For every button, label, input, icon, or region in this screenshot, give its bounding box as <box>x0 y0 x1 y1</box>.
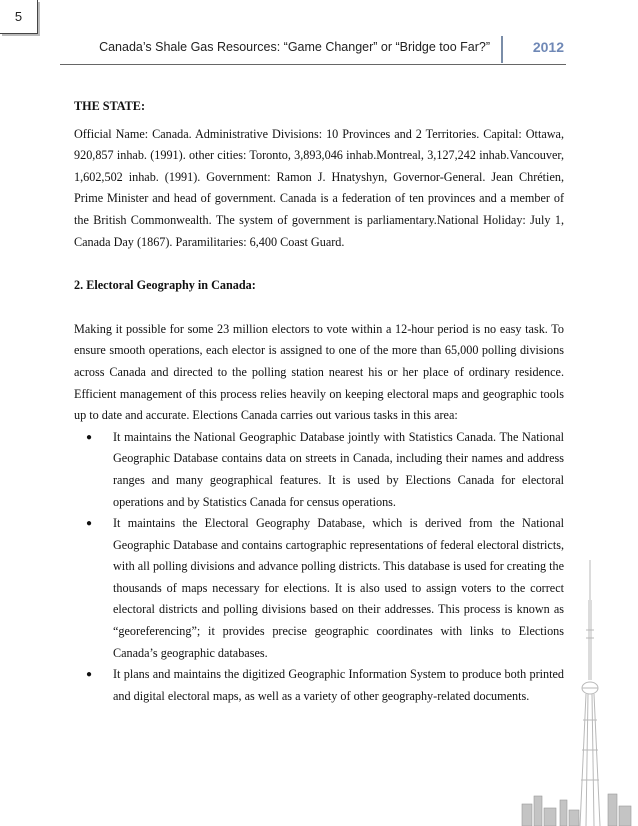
skyline-watermark-icon <box>520 790 638 826</box>
page-number-box <box>0 0 38 34</box>
list-item <box>74 664 564 707</box>
page-header <box>60 36 566 65</box>
bullet-icon: ● <box>86 431 93 443</box>
list-item-text: It maintains the Electoral Geography Database, which is derived from the National Geographic Database and contains cartographic representations of federal electoral districts, with all polling divisions and advance polling districts. This database is used for creating the thousands of maps necessary for elections. It is also used to assign voters to the correct electoral districts and polling divisions based on their addresses. This process is known as “georeferencing”; it provides precise geographic coordinates with links to Elections Canada’s geographic databases. <box>113 516 564 660</box>
section-heading-electoral-geography: 2. Electoral Geography in Canada: <box>74 278 256 293</box>
bullet-icon: ● <box>86 669 93 681</box>
document-body <box>74 96 564 707</box>
electoral-intro-paragraph: Making it possible for some 23 million electors to vote within a 12-hour period is no easy task. To ensure smooth operations, each elector is assigned to one of the more than 65,000 polling divisions across Canada and directed to the polling station nearest his or her place of ordinary residence. Efficient management of this process relies heavily on keeping electoral maps and geographic tools up to date and accurate. Elections Canada carries out various tasks in this area: <box>74 321 564 423</box>
header-title: Canada’s Shale Gas Resources: “Game Changer” or “Bridge too Far?” <box>99 40 490 54</box>
state-paragraph: Official Name: Canada. Administrative Divisions: 10 Provinces and 2 Territories. Capital: Ottawa, 920,857 inhab. (1991). other cities: Toronto, 3,893,046 inhab.Montreal, 3,127,242 inhab.Vancouver, 1,602,502 inhab. (1991). Government: Ramon J. Hnatyshyn, Governor-General. Jean Chrétien, Prime Minister and head of government. Canada is a federation of ten provinces and a member of the British Commonwealth. The system of government is parliamentary.National Holiday: July 1, Canada Day (1867). Paramilitaries: 6,400 Coast Guard. <box>74 126 564 249</box>
cn-tower-watermark-icon <box>556 560 616 826</box>
page-number: 5 <box>14 9 23 24</box>
list-item-text: It plans and maintains the digitized Geographic Information System to produce both printed and digital electoral maps, as well as a variety of other geography-related documents. <box>113 667 564 703</box>
list-item <box>74 513 564 664</box>
list-item-text: It maintains the National Geographic Database jointly with Statistics Canada. The National Geographic Database contains data on streets in Canada, including their names and address ranges and many geographical features. It is used by Elections Canada for electoral operations and by Statistics Canada for census operations. <box>113 429 564 509</box>
section-heading-state: THE STATE: <box>74 99 145 113</box>
electoral-tasks-list <box>74 427 564 708</box>
bullet-icon: ● <box>86 518 93 530</box>
header-separator <box>501 36 503 63</box>
header-year: 2012 <box>532 39 564 55</box>
list-item <box>74 427 564 513</box>
